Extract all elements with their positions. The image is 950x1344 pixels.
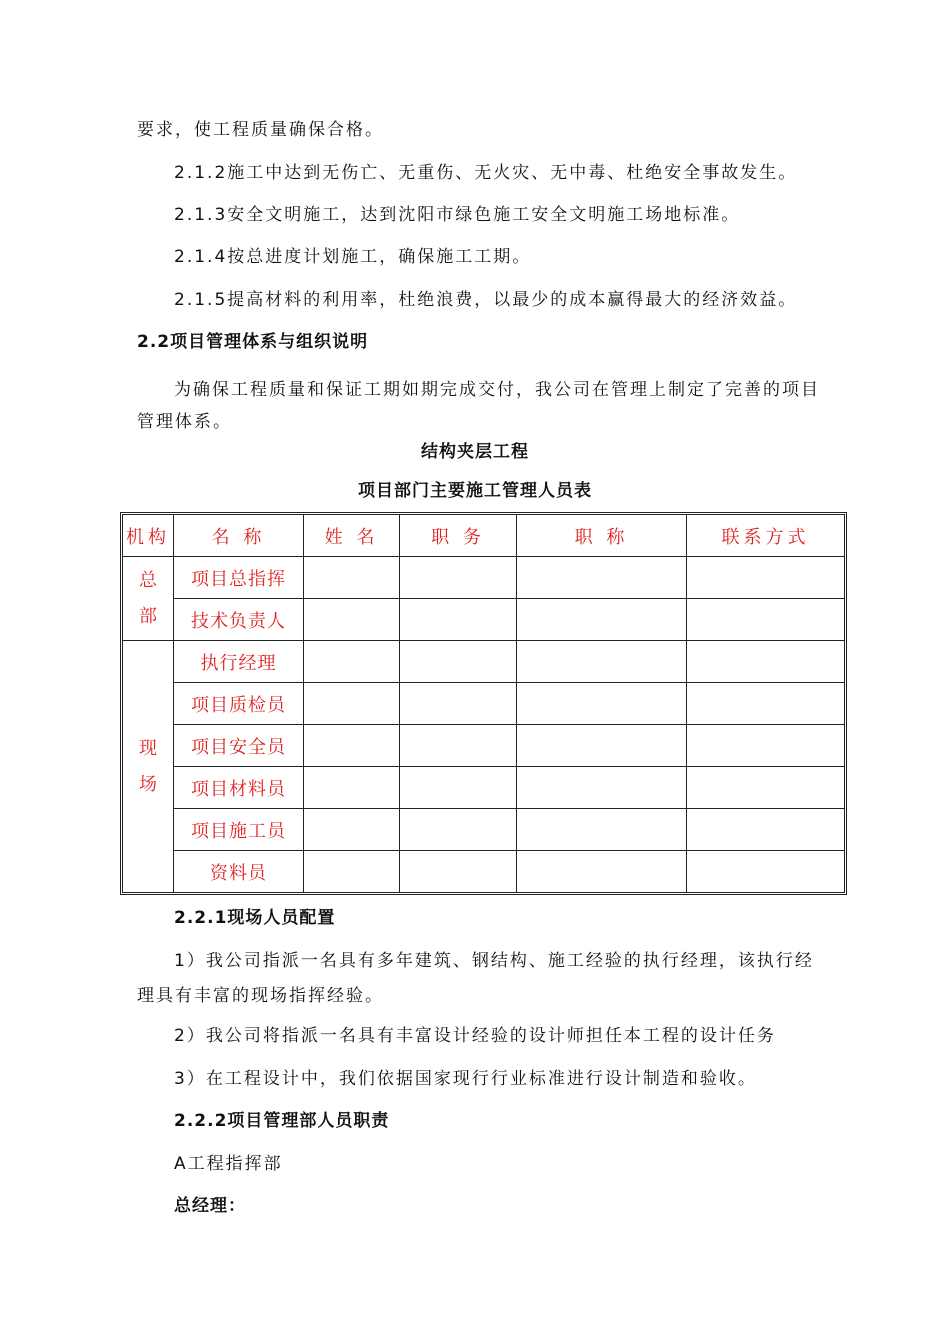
group-headquarters-char1: 总 <box>139 569 157 591</box>
staff-table <box>122 514 845 893</box>
table-row <box>123 725 845 767</box>
table-cell <box>687 851 845 893</box>
table-row <box>123 599 845 641</box>
paragraph-2-1-5: 2.1.5提高材料的利用率，杜绝浪费，以最少的成本赢得最大的经济效益。 <box>174 290 798 310</box>
table-cell <box>517 683 687 725</box>
header-position: 职 务 <box>400 515 517 557</box>
role-label: 技术负责人 <box>174 599 304 641</box>
item-2: 2）我公司将指派一名具有丰富设计经验的设计师担任本工程的设计任务 <box>174 1026 776 1046</box>
table-cell <box>304 683 400 725</box>
header-title-name: 名 称 <box>174 515 304 557</box>
table-cell <box>304 725 400 767</box>
table-cell <box>517 851 687 893</box>
item-3: 3）在工程设计中，我们依据国家现行行业标准进行设计制造和验收。 <box>174 1069 757 1089</box>
table-cell <box>687 641 845 683</box>
table-header-row <box>123 515 845 557</box>
heading-2-2-1: 2.2.1现场人员配置 <box>174 908 336 928</box>
header-professional-title: 职 称 <box>517 515 687 557</box>
table-title-line2: 项目部门主要施工管理人员表 <box>358 481 592 501</box>
table-cell <box>687 683 845 725</box>
group-headquarters <box>123 557 174 641</box>
role-label: 项目施工员 <box>174 809 304 851</box>
paragraph-2-1-3: 2.1.3安全文明施工，达到沈阳市绿色施工安全文明施工场地标准。 <box>174 205 741 225</box>
paragraph-2-2-line2: 管理体系。 <box>137 412 232 432</box>
item-1-line1: 1）我公司指派一名具有多年建筑、钢结构、施工经验的执行经理，该执行经 <box>174 951 814 971</box>
table-cell <box>517 557 687 599</box>
table-cell <box>304 851 400 893</box>
header-org: 机构 <box>123 515 174 557</box>
table-cell <box>687 599 845 641</box>
table-cell <box>400 557 517 599</box>
table-cell <box>400 809 517 851</box>
table-cell <box>517 767 687 809</box>
table-cell <box>400 641 517 683</box>
label-general-manager: 总经理： <box>174 1196 246 1216</box>
table-cell <box>400 851 517 893</box>
table-cell <box>687 767 845 809</box>
table-cell <box>304 767 400 809</box>
role-label: 项目质检员 <box>174 683 304 725</box>
table-cell <box>304 809 400 851</box>
table-cell <box>304 641 400 683</box>
table-cell <box>400 767 517 809</box>
role-label: 资料员 <box>174 851 304 893</box>
table-cell <box>517 641 687 683</box>
paragraph-2-2-line1: 为确保工程质量和保证工期如期完成交付，我公司在管理上制定了完善的项目 <box>174 380 820 400</box>
header-person-name: 姓 名 <box>304 515 400 557</box>
paragraph-2-1-2: 2.1.2施工中达到无伤亡、无重伤、无火灾、无中毒、杜绝安全事故发生。 <box>174 163 798 183</box>
role-label: 项目安全员 <box>174 725 304 767</box>
table-cell <box>304 599 400 641</box>
table-cell <box>687 725 845 767</box>
paragraph-continuation: 要求，使工程质量确保合格。 <box>137 120 384 140</box>
role-label: 项目材料员 <box>174 767 304 809</box>
table-cell <box>517 809 687 851</box>
table-row <box>123 809 845 851</box>
table-cell <box>687 809 845 851</box>
heading-2-2-2: 2.2.2项目管理部人员职责 <box>174 1111 390 1131</box>
heading-2-2: 2.2项目管理体系与组织说明 <box>137 332 369 352</box>
table-title-line1: 结构夹层工程 <box>421 442 529 462</box>
subheading-a: A工程指挥部 <box>174 1154 283 1174</box>
table-cell <box>400 725 517 767</box>
group-site <box>123 641 174 893</box>
group-site-char2: 场 <box>139 773 157 795</box>
table-cell <box>517 725 687 767</box>
header-contact: 联系方式 <box>687 515 845 557</box>
table-cell <box>687 557 845 599</box>
paragraph-2-1-4: 2.1.4按总进度计划施工，确保施工工期。 <box>174 247 532 267</box>
group-headquarters-char2: 部 <box>139 605 157 627</box>
role-label: 执行经理 <box>174 641 304 683</box>
table-cell <box>400 599 517 641</box>
table-row <box>123 557 845 599</box>
item-1-line2: 理具有丰富的现场指挥经验。 <box>137 986 384 1006</box>
table-cell <box>517 599 687 641</box>
role-label: 项目总指挥 <box>174 557 304 599</box>
table-cell <box>304 557 400 599</box>
table-cell <box>400 683 517 725</box>
group-site-char1: 现 <box>139 737 157 759</box>
table-row <box>123 641 845 683</box>
table-row <box>123 851 845 893</box>
table-row <box>123 767 845 809</box>
table-row <box>123 683 845 725</box>
